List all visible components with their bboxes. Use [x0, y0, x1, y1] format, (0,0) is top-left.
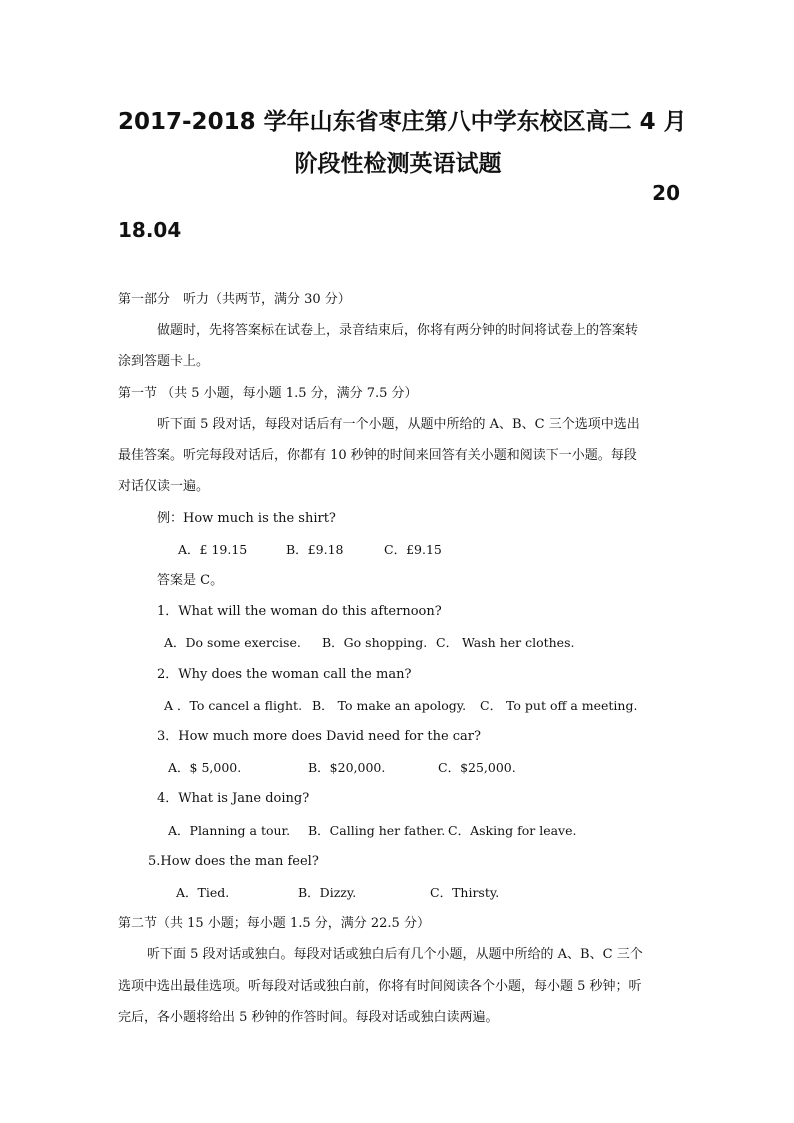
example-option-a: A．£ 19.15: [178, 542, 248, 557]
section1-instruction-line-3: 对话仅读一遍。: [118, 479, 210, 494]
question-4-option-b: B．Calling her father.: [308, 823, 446, 838]
example-question: 例：How much is the shirt?: [157, 511, 336, 526]
question-3: 3．How much more does David need for the car?: [157, 729, 481, 744]
question-5-option-c: C．Thirsty.: [430, 885, 500, 900]
example-answer: 答案是 C。: [157, 573, 224, 588]
example-option-b: B．£9.18: [286, 542, 344, 557]
question-5-option-a: A．Tied.: [176, 885, 230, 900]
question-4-option-a: A．Planning a tour.: [168, 823, 291, 838]
section2-instruction-line-2: 选项中选出最佳选项。听每段对话或独白前，你将有时间阅读各个小题，每小题 5 秒钟；听: [118, 979, 642, 994]
section2-heading: 第二节（共 15 小题；每小题 1.5 分，满分 22.5 分）: [118, 916, 430, 931]
question-1: 1．What will the woman do this afternoon?: [157, 604, 442, 619]
question-3-option-a: A．$ 5,000.: [168, 760, 242, 775]
question-3-option-c: C．$25,000.: [438, 760, 516, 775]
part1-instruction-line-2: 涂到答题卡上。: [118, 354, 210, 369]
exam-title-line-1: 2017-2018 学年山东省枣庄第八中学东校区高二 4 月: [118, 109, 687, 135]
example-option-c: C．£9.15: [384, 542, 442, 557]
exam-date-part-1: 20: [652, 181, 680, 205]
question-4: 4．What is Jane doing?: [157, 791, 310, 806]
question-5-option-b: B．Dizzy.: [298, 885, 357, 900]
part1-heading: 第一部分 听力（共两节，满分 30 分）: [118, 292, 351, 307]
question-5: 5.How does the man feel?: [148, 854, 319, 869]
question-2-option-a: A ．To cancel a flight.: [164, 698, 303, 713]
section1-instruction-line-1: 听下面 5 段对话，每段对话后有一个小题，从题中所给的 A、B、C 三个选项中选出: [157, 417, 640, 432]
exam-date-part-2: 18.04: [118, 218, 182, 242]
question-3-option-b: B．$20,000.: [308, 760, 386, 775]
question-1-option-c: C． Wash her clothes.: [436, 635, 575, 650]
question-2-option-c: C． To put off a meeting.: [480, 698, 638, 713]
section2-instruction-line-3: 完后，各小题将给出 5 秒钟的作答时间。每段对话或独白读两遍。: [118, 1010, 499, 1025]
part1-instruction-line-1: 做题时，先将答案标在试卷上，录音结束后，你将有两分钟的时间将试卷上的答案转: [157, 323, 639, 338]
question-1-option-b: B．Go shopping.: [322, 635, 428, 650]
question-4-option-c: C．Asking for leave.: [448, 823, 577, 838]
question-2: 2．Why does the woman call the man?: [157, 667, 412, 682]
section2-instruction-line-1: 听下面 5 段对话或独白。每段对话或独白后有几个小题，从题中所给的 A、B、C 三个: [147, 947, 643, 962]
section1-heading: 第一节 （共 5 小题，每小题 1.5 分，满分 7.5 分）: [118, 386, 418, 401]
question-2-option-b: B． To make an apology.: [312, 698, 467, 713]
question-1-option-a: A．Do some exercise.: [164, 635, 301, 650]
section1-instruction-line-2: 最佳答案。听完每段对话后，你都有 10 秒钟的时间来回答有关小题和阅读下一小题。每段: [118, 448, 637, 463]
exam-title-line-2: 阶段性检测英语试题: [294, 151, 502, 177]
